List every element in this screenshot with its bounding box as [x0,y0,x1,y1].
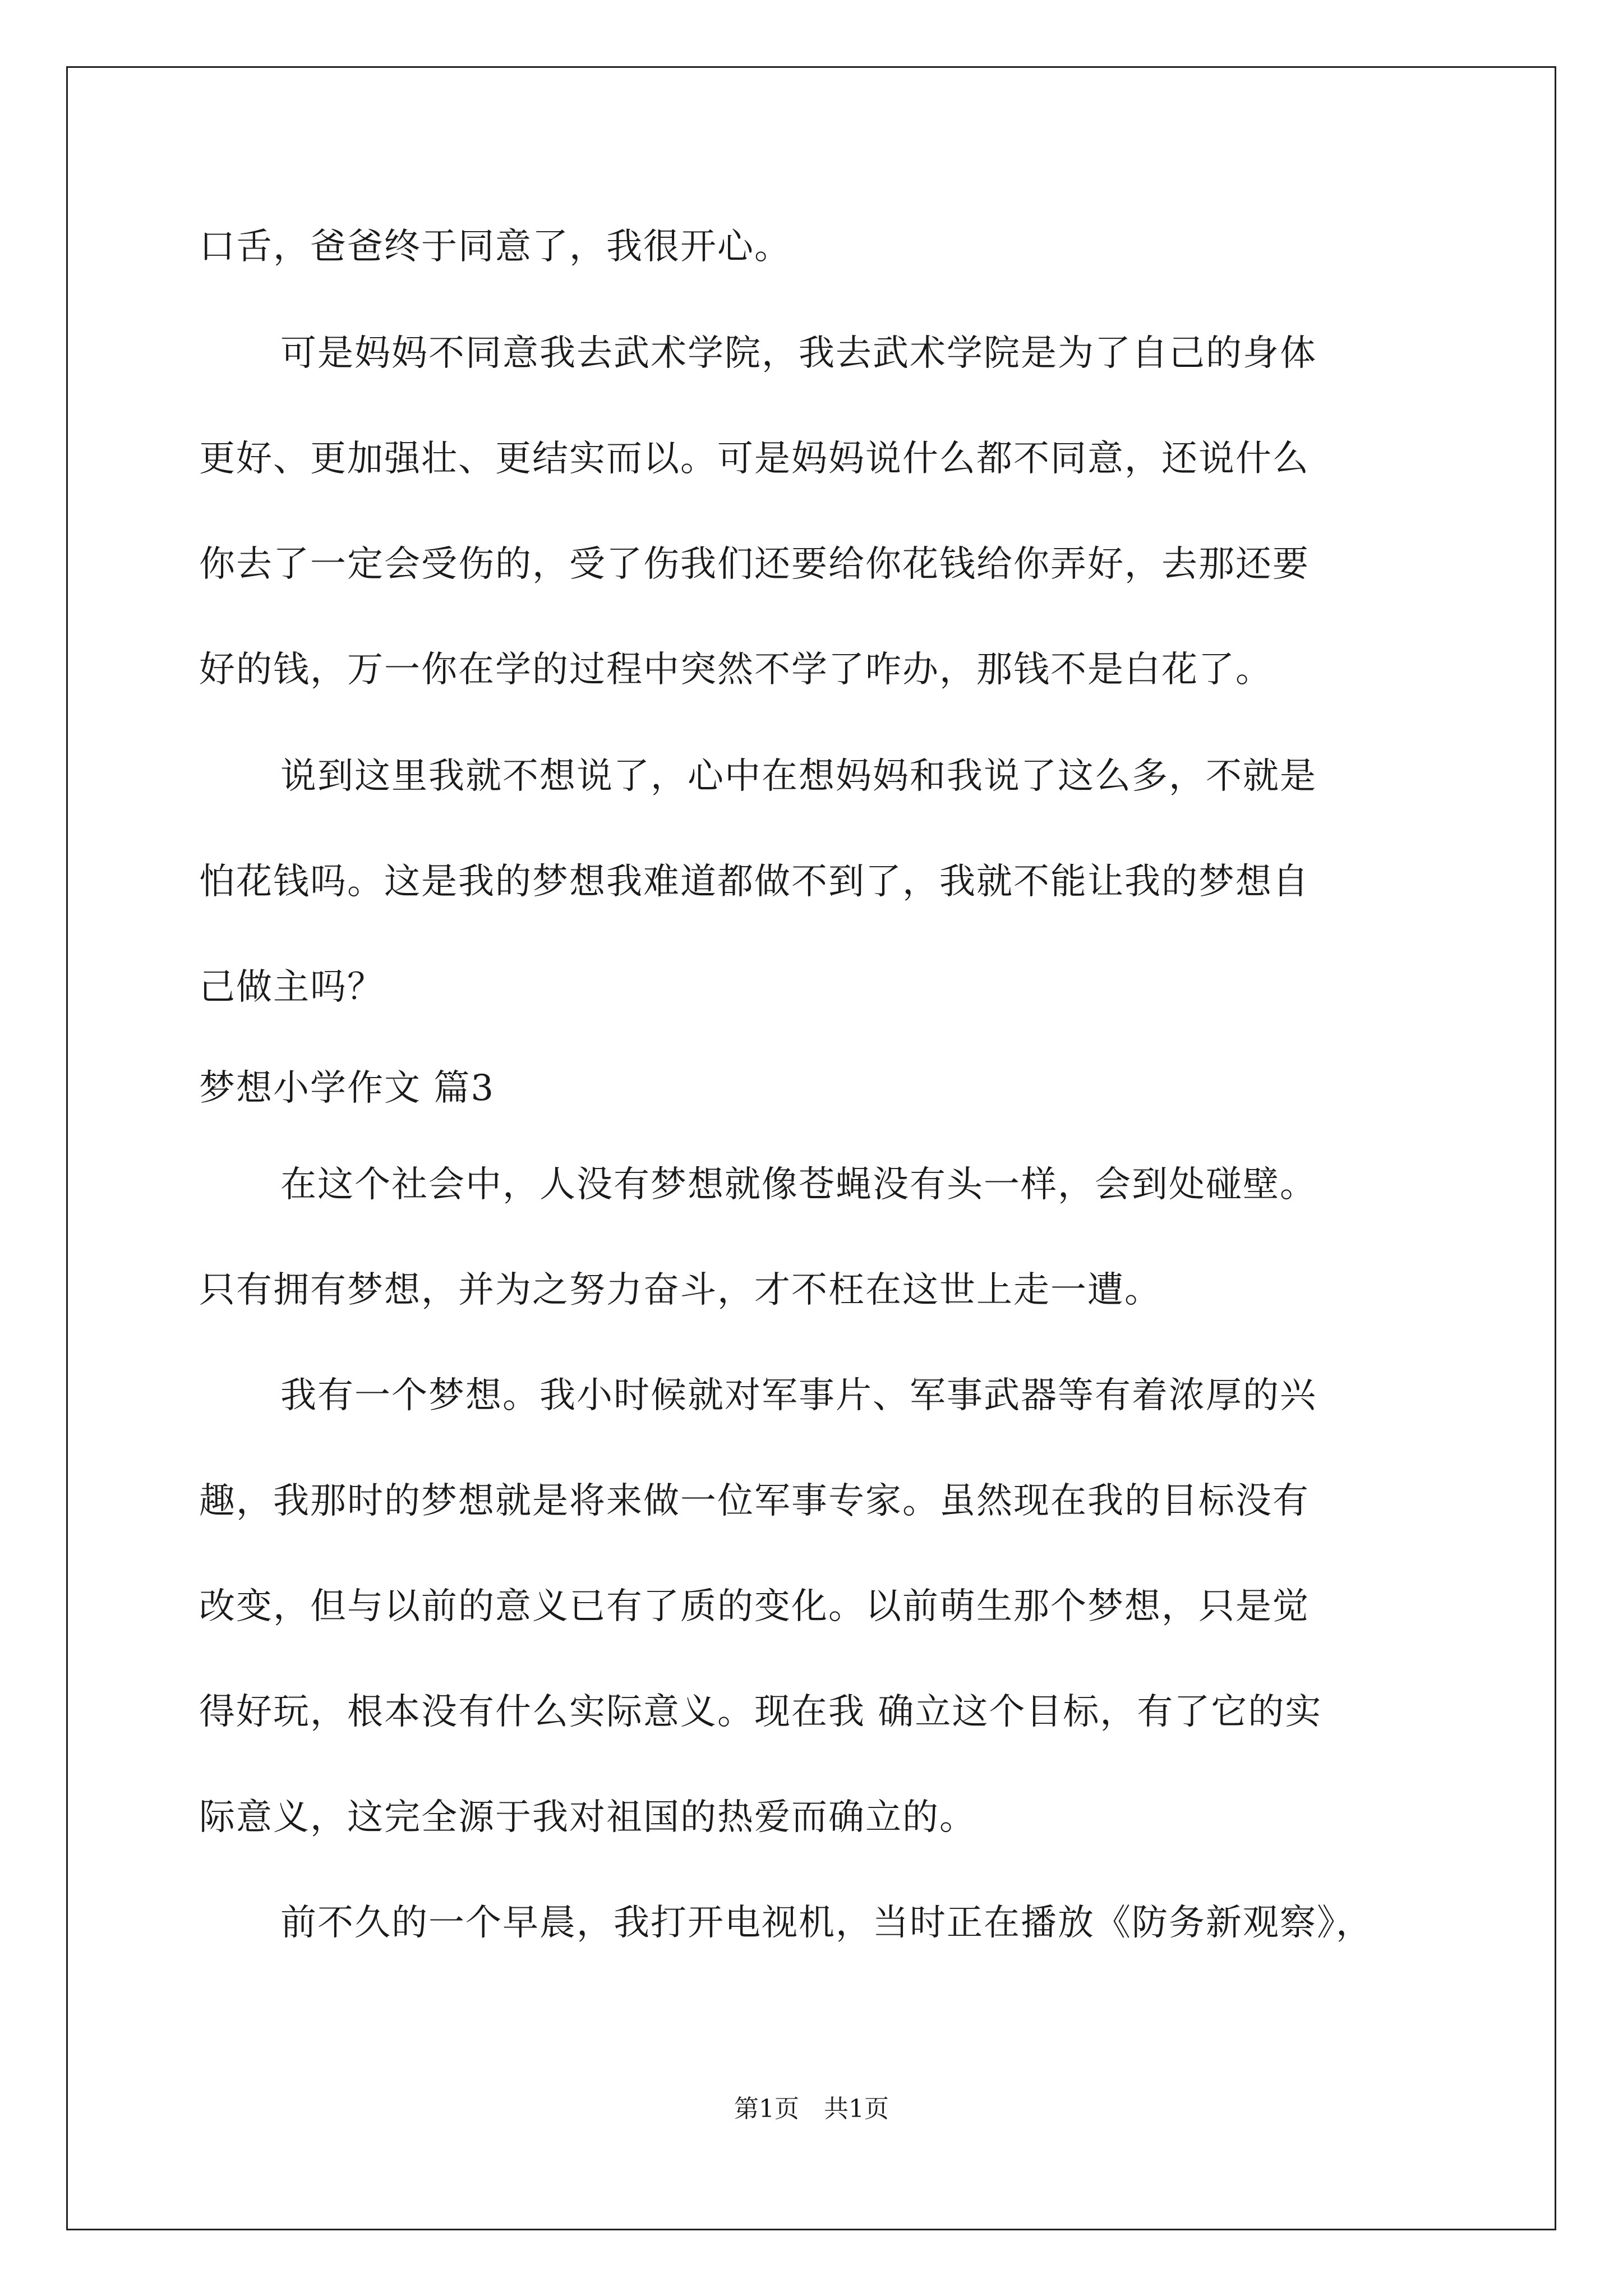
text-line: 只有拥有梦想，并为之努力奋斗，才不枉在这世上走一遭。 [199,1269,1161,1311]
text-line: 口舌，爸爸终于同意了，我很开心。 [199,226,791,268]
text-line: 己做主吗？ [199,967,384,1008]
text-line: 际意义，这完全源于我对祖国的热爱而确立的。 [199,1797,976,1838]
text-line: 趣，我那时的梦想就是将来做一位军事专家。虽然现在我的目标没有 [199,1480,1310,1522]
paragraph-start-line: 前不久的一个早晨，我打开电视机，当时正在播放《防务新观察》， [280,1902,1373,1944]
paragraph-start-line: 我有一个梦想。我小时候就对军事片、军事武器等有着浓厚的兴 [280,1375,1317,1416]
text-line: 改变，但与以前的意义已有了质的变化。以前萌生那个梦想，只是觉 [199,1586,1310,1627]
paragraph-start-line: 说到这里我就不想说了，心中在想妈妈和我说了这么多，不就是 [280,756,1317,797]
text-line: 更好、更加强壮、更结实而以。可是妈妈说什么都不同意，还说什么 [199,438,1310,480]
paragraph-start-line: 在这个社会中，人没有梦想就像苍蝇没有头一样，会到处碰壁。 [280,1164,1317,1205]
paragraph-start-line: 可是妈妈不同意我去武术学院，我去武术学院是为了自己的身体 [280,333,1317,374]
text-line: 你去了一定会受伤的，受了伤我们还要给你花钱给你弄好，去那还要 [199,544,1310,585]
section-heading: 梦想小学作文 篇3 [199,1068,495,1109]
text-line: 怕花钱吗。这是我的梦想我难道都做不到了，我就不能让我的梦想自 [199,861,1310,903]
text-line: 得好玩，根本没有什么实际意义。现在我 确立这个目标，有了它的实 [199,1691,1322,1733]
text-line: 好的钱，万一你在学的过程中突然不学了咋办，那钱不是白花了。 [199,649,1272,691]
page-number-footer: 第1页 共1页 [734,2095,889,2123]
